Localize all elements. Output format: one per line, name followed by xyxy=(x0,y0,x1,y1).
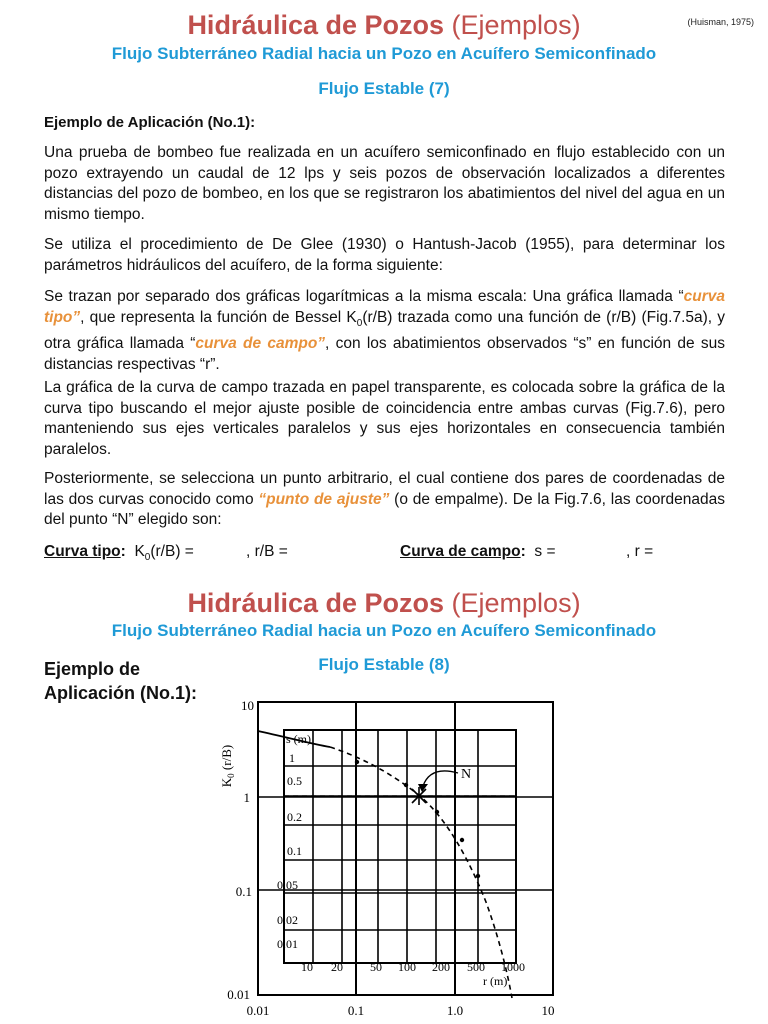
r-label: , r = xyxy=(626,543,654,560)
curva-tipo-label: Curva tipo xyxy=(44,543,121,560)
inner-grid xyxy=(284,730,516,963)
page-title-top xyxy=(0,10,768,41)
inner-x-axis-label: r (m) xyxy=(483,974,508,988)
curva-tipo-highlight: curva tipo” xyxy=(44,288,725,326)
outer-x-tick-0.01: 0.01 xyxy=(246,1003,270,1018)
outer-y-tick-10: 10 xyxy=(241,698,254,713)
page-subtitle-bottom: Flujo Subterráneo Radial hacia un Pozo en Acuífero Semiconfinado xyxy=(111,621,657,640)
title-paren: (Ejemplos) xyxy=(451,10,581,40)
example-heading: Ejemplo de Aplicación (No.1): xyxy=(44,114,256,131)
p3-text-d: , con los abatimientos observados “s” en función de sus distancias respectivas “r”. xyxy=(44,335,725,373)
citation: (Huisman, 1975) xyxy=(687,17,754,27)
page-title-bottom xyxy=(0,588,768,619)
paragraph-3 xyxy=(44,287,725,375)
inner-y-tick-0.1: 0.1 xyxy=(287,844,302,858)
outer-y-tick-1: 1 xyxy=(243,790,250,805)
outer-x-tick-0.1: 0.1 xyxy=(347,1003,365,1018)
outer-y-tick-0.01: 0.01 xyxy=(227,987,250,1002)
inner-y-tick-0.02: 0.02 xyxy=(277,913,298,927)
example-heading-line-2: Aplicación (No.1): xyxy=(44,683,198,703)
fitting-chart xyxy=(0,690,768,1024)
paragraph-2: Se utiliza el procedimiento de De Glee (1930) o Hantush-Jacob (1955), para determinar los parámetros hidráulicos del acuífero, de la forma siguiente: xyxy=(44,236,725,274)
p3-text-b: , que representa la función de Bessel K xyxy=(80,308,357,326)
section-title-bottom: Flujo Estable (8) xyxy=(318,655,450,674)
inner-y-tick-0.01: 0.01 xyxy=(277,937,298,951)
p5-text-b: (o de empalme). De la Fig.7.6, las coordenadas del punto “N” elegido son: xyxy=(44,490,725,528)
curva-tipo-row: Curva tipo: $K_0(r/B)$ = xyxy=(44,543,194,564)
curva-campo-highlight: curva de campo” xyxy=(195,335,326,353)
outer-y-axis-label: $K_0$ (r/B) xyxy=(219,744,236,788)
outer-x-tick-1.0: 1.0 xyxy=(446,1003,464,1018)
point-label-n: N xyxy=(461,767,472,782)
page-subtitle-top: Flujo Subterráneo Radial hacia un Pozo en Acuífero Semiconfinado xyxy=(111,44,657,63)
inner-y-tick-0.05: 0.05 xyxy=(277,878,298,892)
inner-x-tick-20: 20 xyxy=(331,960,343,974)
p5-text-a: Posteriormente, se selecciona un punto arbitrario, el cual contiene dos pares de coordenadas de las dos curvas conocido como xyxy=(44,470,725,508)
inner-y-tick-0.2: 0.2 xyxy=(287,810,302,824)
curva-campo-label: Curva de campo xyxy=(400,543,521,560)
inner-y-tick-0.5: 0.5 xyxy=(287,774,302,788)
inner-x-tick-200: 200 xyxy=(432,960,450,974)
k0-label: $K_0(r/B)$ = xyxy=(134,543,194,564)
example-heading-line-1: Ejemplo de xyxy=(44,659,141,679)
p3-text-a: Se trazan por separado dos gráficas logarítmicas a la misma escala: Una gráfica llamada “ xyxy=(44,288,684,305)
s-label: s = xyxy=(534,543,556,560)
inner-x-tick-100: 100 xyxy=(398,960,416,974)
pointer-arrow xyxy=(423,771,458,786)
punto-ajuste-highlight: “punto de ajuste” xyxy=(258,490,390,508)
title-main-bottom: Hidráulica de Pozos xyxy=(187,588,445,618)
paragraph-5 xyxy=(44,469,725,531)
title-paren-bottom: (Ejemplos) xyxy=(451,588,581,618)
p3-text-c: (r/B) trazada como una función de (r/B) (Fig.7.5a), y otra gráfica llamada “ xyxy=(44,308,726,353)
curva-campo-row: Curva de campo: s = xyxy=(400,543,556,560)
inner-y-axis-label: s (m) xyxy=(286,732,311,746)
outer-y-tick-0.1: 0.1 xyxy=(235,884,252,899)
inner-x-tick-10: 10 xyxy=(301,960,313,974)
paragraph-4: La gráfica de la curva de campo trazada en papel transparente, es colocada sobre la gráfica de la curva tipo buscando el mejor ajuste posible de coincidencia entre ambas curvas (Fig.7.6), pero manteniendo sus ejes verticales paralelos y sus ejes horizontales en consecuencia también paralelos. xyxy=(44,379,725,458)
title-main: Hidráulica de Pozos xyxy=(187,10,445,40)
inner-x-tick-500: 500 xyxy=(467,960,485,974)
section-title-top: Flujo Estable (7) xyxy=(318,79,450,98)
inner-x-tick-50: 50 xyxy=(370,960,382,974)
inner-x-tick-1000: 1000 xyxy=(501,960,525,974)
paragraph-1: Una prueba de bombeo fue realizada en un acuífero semiconfinado en flujo establecido con un pozo extrayendo un caudal de 12 lps y seis pozos de observación localizados a diferentes distancias del pozo de bombeo, en los que se registraron los abatimientos del nivel del agua en un mismo tiempo. xyxy=(44,144,725,223)
p3-subscript: 0 xyxy=(356,317,363,329)
outer-x-tick-10: 10 xyxy=(541,1003,555,1018)
rb-label: , r/B = xyxy=(246,543,288,560)
inner-y-tick-1: 1 xyxy=(289,751,295,765)
